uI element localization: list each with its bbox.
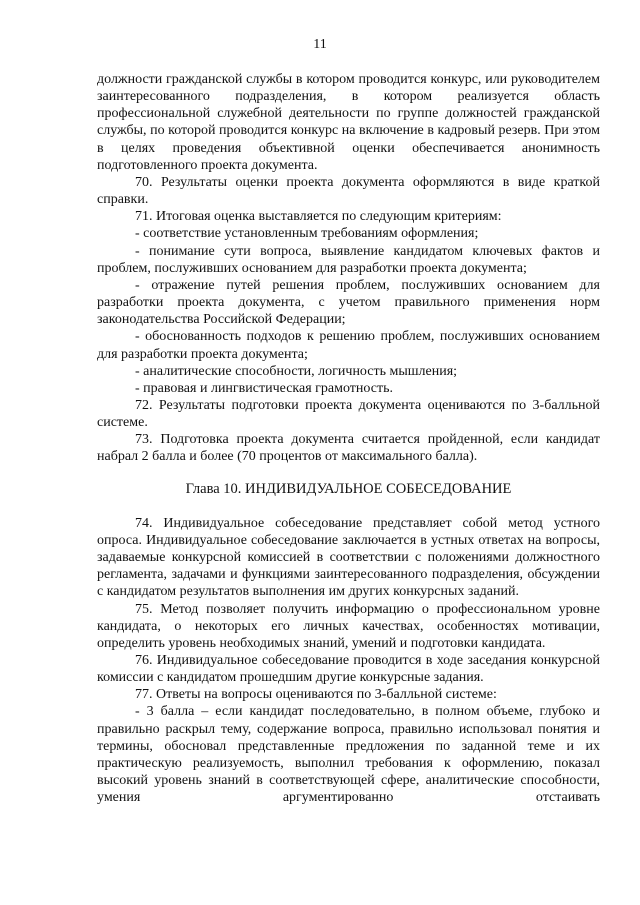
paragraph: - отражение путей решения проблем, послуживших основанием для разработки проекта документа, с учетом правильного применения норм законодательства Российской Федерации;: [97, 277, 600, 328]
page-body: [97, 71, 600, 806]
paragraph: 72. Результаты подготовки проекта документа оцениваются по 3-балльной системе.: [97, 397, 600, 431]
paragraph: 75. Метод позволяет получить информацию о профессиональном уровне кандидата, о некоторых его личных качествах, особенностях мотивации, определить уровень необходимых знаний, умений и подготовки кандидата.: [97, 601, 600, 651]
paragraph: 74. Индивидуальное собеседование представляет собой метод устного опроса. Индивидуальное собеседование заключается в устных ответах на вопросы, задаваемые конкурсной комиссией в соответствии с положениями должностного регламента, задачами и функциями заинтересованного подразделения, обсуждении с кандидатом результатов выполнения им других конкурсных заданий.: [97, 515, 600, 600]
paragraph: - обоснованность подходов к решению проблем, послуживших основанием для разработки проекта документа;: [97, 329, 600, 362]
paragraph: 70. Результаты оценки проекта документа оформляются в виде краткой справки.: [97, 174, 600, 208]
text-section-bottom: [97, 515, 600, 807]
text-section-top: [97, 71, 600, 466]
page-number: 11: [313, 37, 327, 52]
paragraph: должности гражданской службы в котором проводится конкурс, или руководителем заинтересованного подразделения, в котором реализуется область профессиональной служебной деятельности по группе должностей гражданской службы, по которой проводится конкурс на включение в кадровый резерв. При этом в целях проведения объективной оценки обеспечивается анонимность подготовленного проекта документа.: [97, 72, 600, 173]
paragraph: 71. Итоговая оценка выставляется по следующим критериям:: [135, 209, 502, 225]
paragraph: 77. Ответы на вопросы оцениваются по 3-балльной системе:: [135, 687, 497, 703]
paragraph: - понимание сути вопроса, выявление кандидатом ключевых фактов и проблем, послуживших основанием для разработки проекта документа;: [97, 243, 600, 276]
paragraph: - правовая и лингвистическая грамотность.: [135, 380, 393, 396]
paragraph: - аналитические способности, логичность мышления;: [135, 363, 458, 379]
paragraph: 73. Подготовка проекта документа считается пройденной, если кандидат набрал 2 балла и более (70 процентов от максимального балла).: [97, 432, 600, 465]
paragraph: - соответствие установленным требованиям оформления;: [135, 226, 479, 242]
paragraph: 76. Индивидуальное собеседование проводится в ходе заседания конкурсной комиссии с кандидатом прошедшим другие конкурсные задания.: [97, 653, 600, 686]
chapter-heading: Глава 10. ИНДИВИДУАЛЬНОЕ СОБЕСЕДОВАНИЕ: [185, 480, 512, 497]
paragraph: - 3 балла – если кандидат последовательно, в полном объеме, глубоко и правильно раскрыл тему, содержание вопроса, правильно использовал понятия и термины, обосновал представленные предложения по заданной теме и их практическую реализуемость, выполнил требования к оформлению, показал высокий уровень знаний в соответствующей сфере, аналитические способности, умения аргументированно отстаивать: [97, 704, 600, 806]
